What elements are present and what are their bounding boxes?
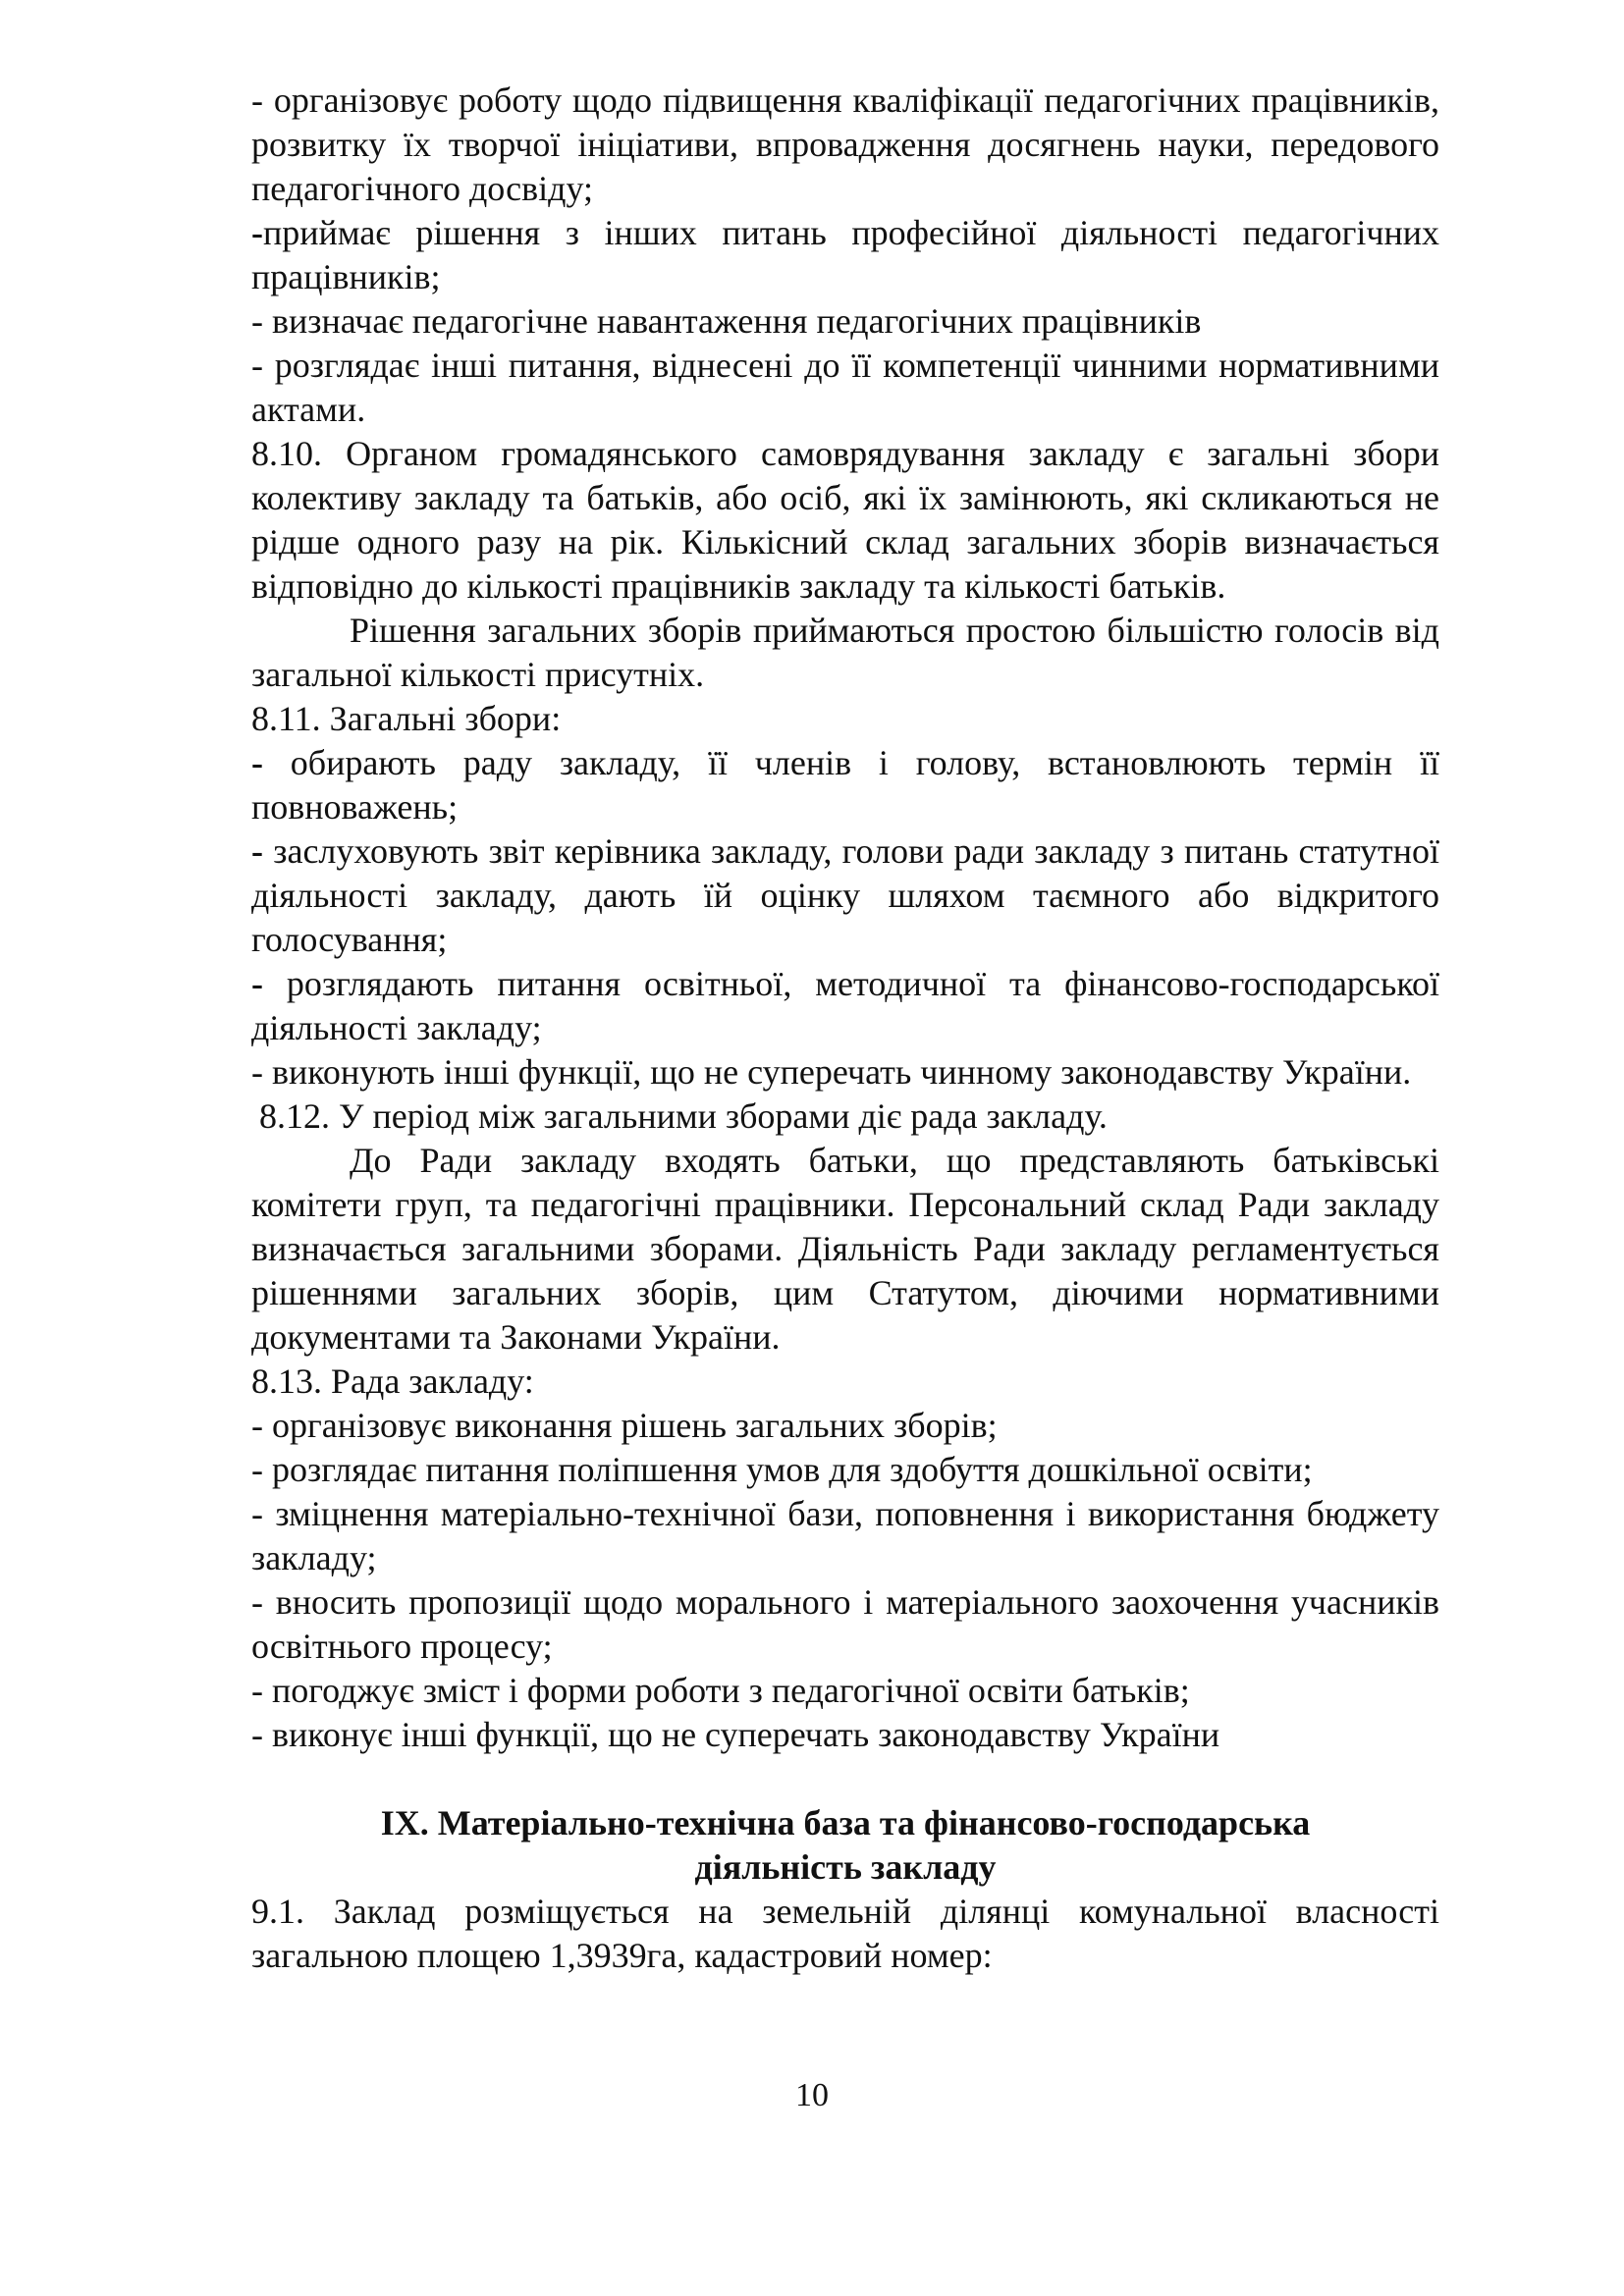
paragraph: До Ради закладу входять батьки, що представляють батьківські комітети груп, та педагогічні працівники. Персональний склад Ради закладу визначається загальними зборами. Діяльність Ради закладу регламентується рішеннями загальних зборів, цим Статутом, діючими нормативними документами та Законами України. (251, 1141, 1439, 1357)
paragraph-8-10: 8.10. Органом громадянського самоврядування закладу є загальні збори колективу закладу та батьків, або осіб, які їх замінюють, які скликаються не рідше одного разу на рік. Кількісний склад загальних зборів визначається відповідно до кількості працівників закладу та кількості батьків. (251, 434, 1439, 606)
list-dash: - (251, 964, 263, 1003)
paragraph: - розглядає інші питання, віднесені до її компетенції чинними нормативними актами. (251, 346, 1439, 429)
paragraph (251, 211, 1439, 299)
paragraph-text: розглядають питання освітньої, методичної та фінансово-господарської діяльності закладу; (251, 964, 1439, 1047)
list-dash: - (251, 743, 263, 782)
list-item: - розглядає питання поліпшення умов для здобуття дошкільної освіти; (251, 1450, 1313, 1489)
list-item: - виконують інші функції, що не суперечать чинному законодавству України. (251, 1052, 1412, 1092)
paragraph-8-11: 8.11. Загальні збори: (251, 699, 562, 738)
list-item: - організовує виконання рішень загальних зборів; (251, 1406, 998, 1445)
section-heading-line: діяльність закладу (694, 1847, 997, 1887)
list-item: - зміцнення матеріально-технічної бази, поповнення і використання бюджету закладу; (251, 1494, 1439, 1577)
page-number: 10 (795, 2077, 829, 2113)
paragraph: - визначає педагогічне навантаження педагогічних працівників (251, 301, 1202, 341)
paragraph-8-12: 8.12. У період між загальними зборами діє рада закладу. (259, 1096, 1108, 1136)
section-heading-line: IX. Матеріально-технічна база та фінансово-господарська (380, 1803, 1311, 1842)
paragraph-8-13: 8.13. Рада закладу: (251, 1362, 534, 1401)
section-heading (251, 1801, 1439, 1890)
paragraph-text: заслуховують звіт керівника закладу, голови ради закладу з питань статутної діяльності закладу, дають їй оцінку шляхом таємного або відкритого голосування; (251, 831, 1439, 959)
list-item (251, 829, 1439, 962)
list-item: - погоджує зміст і форми роботи з педагогічної освіти батьків; (251, 1671, 1190, 1710)
paragraph-text: обирають раду закладу, її членів і голову, встановлюють термін її повноважень; (251, 743, 1439, 827)
list-item: - вносить пропозиції щодо морального і матеріального заохочення учасників освітнього процесу; (251, 1582, 1439, 1666)
list-dash: - (251, 831, 263, 871)
list-item: - виконує інші функції, що не суперечать законодавству України (251, 1715, 1220, 1754)
paragraph-9-1: 9.1. Заклад розміщується на земельній ділянці комунальної власності загальною площею 1,3939га, кадастровий номер: (251, 1892, 1439, 1975)
paragraph: - організовує роботу щодо підвищення кваліфікації педагогічних працівників, розвитку їх творчої ініціативи, впровадження досягнень науки, передового педагогічного досвіду; (251, 80, 1439, 208)
paragraph-text: приймає рішення з інших питань професійної діяльності педагогічних працівників; (251, 213, 1439, 296)
paragraph: Рішення загальних зборів приймаються простою більшістю голосів від загальної кількості присутніх. (251, 611, 1439, 694)
list-item (251, 741, 1439, 829)
list-dash: - (251, 213, 263, 252)
list-item (251, 962, 1439, 1050)
document-page (251, 79, 1439, 1978)
